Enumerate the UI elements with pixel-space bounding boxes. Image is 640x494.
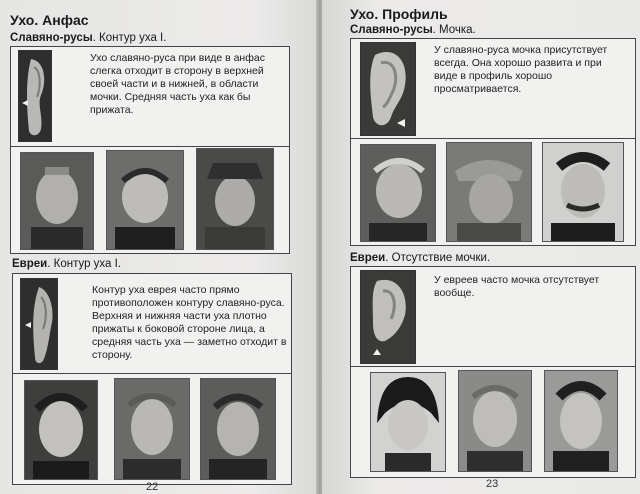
frontal-ear-photo-jewish bbox=[20, 278, 58, 370]
right-section2-text: У евреев часто мочка отсутствует вообще. bbox=[434, 274, 600, 299]
left-section2-label-rest: . Контур уха I. bbox=[47, 258, 122, 270]
right-section1-text: У славяно-руса мочка присутствует всегда. Она хорошо развита и при виде в профиль хорошо просматривается. bbox=[434, 44, 608, 95]
portrait-photo bbox=[196, 148, 274, 250]
portrait-photo bbox=[542, 142, 624, 242]
left-page-title: Ухо. Анфас bbox=[10, 12, 89, 28]
portrait-photo bbox=[24, 380, 98, 480]
left-section1-text: Ухо славяно-руса при виде в анфас слегка отходит в сторону в верхней своей части и в нижней, в области мочки. Средняя часть уха как бы прижата. bbox=[90, 52, 265, 116]
right-page-number: 23 bbox=[486, 478, 499, 490]
portrait-photo bbox=[200, 378, 276, 480]
profile-ear-photo-slavic bbox=[360, 42, 416, 136]
left-section1-label-bold: Славяно-русы bbox=[10, 32, 93, 44]
portrait-photo bbox=[458, 370, 532, 472]
left-section2-text: Контур уха еврея часто прямо противоположен контуру славяно-руса. Верхняя и нижняя части уха плотно прижаты к боковой стороне лица, а средняя часть уха — заметно отходит в сторону. bbox=[92, 284, 287, 361]
portrait-photo bbox=[370, 372, 446, 472]
left-section1-label bbox=[10, 32, 166, 44]
right-section1-label bbox=[350, 24, 476, 36]
right-section2-label bbox=[350, 252, 490, 264]
left-section1-label-rest: . Контур уха I. bbox=[92, 32, 167, 44]
right-section2-label-rest: . Отсутствие мочки. bbox=[385, 252, 491, 264]
frontal-ear-photo-slavic bbox=[18, 50, 52, 142]
right-section1-label-bold: Славяно-русы bbox=[350, 24, 433, 36]
portrait-photo bbox=[20, 152, 94, 250]
left-section2-label-bold: Евреи bbox=[12, 258, 48, 270]
left-page-number: 22 bbox=[146, 481, 159, 493]
right-section1-label-rest: . Мочка. bbox=[432, 24, 476, 36]
portrait-photo bbox=[106, 150, 184, 250]
portrait-photo bbox=[114, 378, 190, 480]
left-section2-label bbox=[12, 258, 121, 270]
left-page bbox=[0, 0, 318, 494]
right-page-title: Ухо. Профиль bbox=[350, 6, 448, 22]
right-section2-label-bold: Евреи bbox=[350, 252, 386, 264]
right-page bbox=[322, 0, 640, 494]
profile-ear-photo-jewish bbox=[360, 270, 416, 364]
portrait-photo bbox=[360, 144, 436, 242]
portrait-photo bbox=[544, 370, 618, 472]
portrait-photo bbox=[446, 142, 532, 242]
